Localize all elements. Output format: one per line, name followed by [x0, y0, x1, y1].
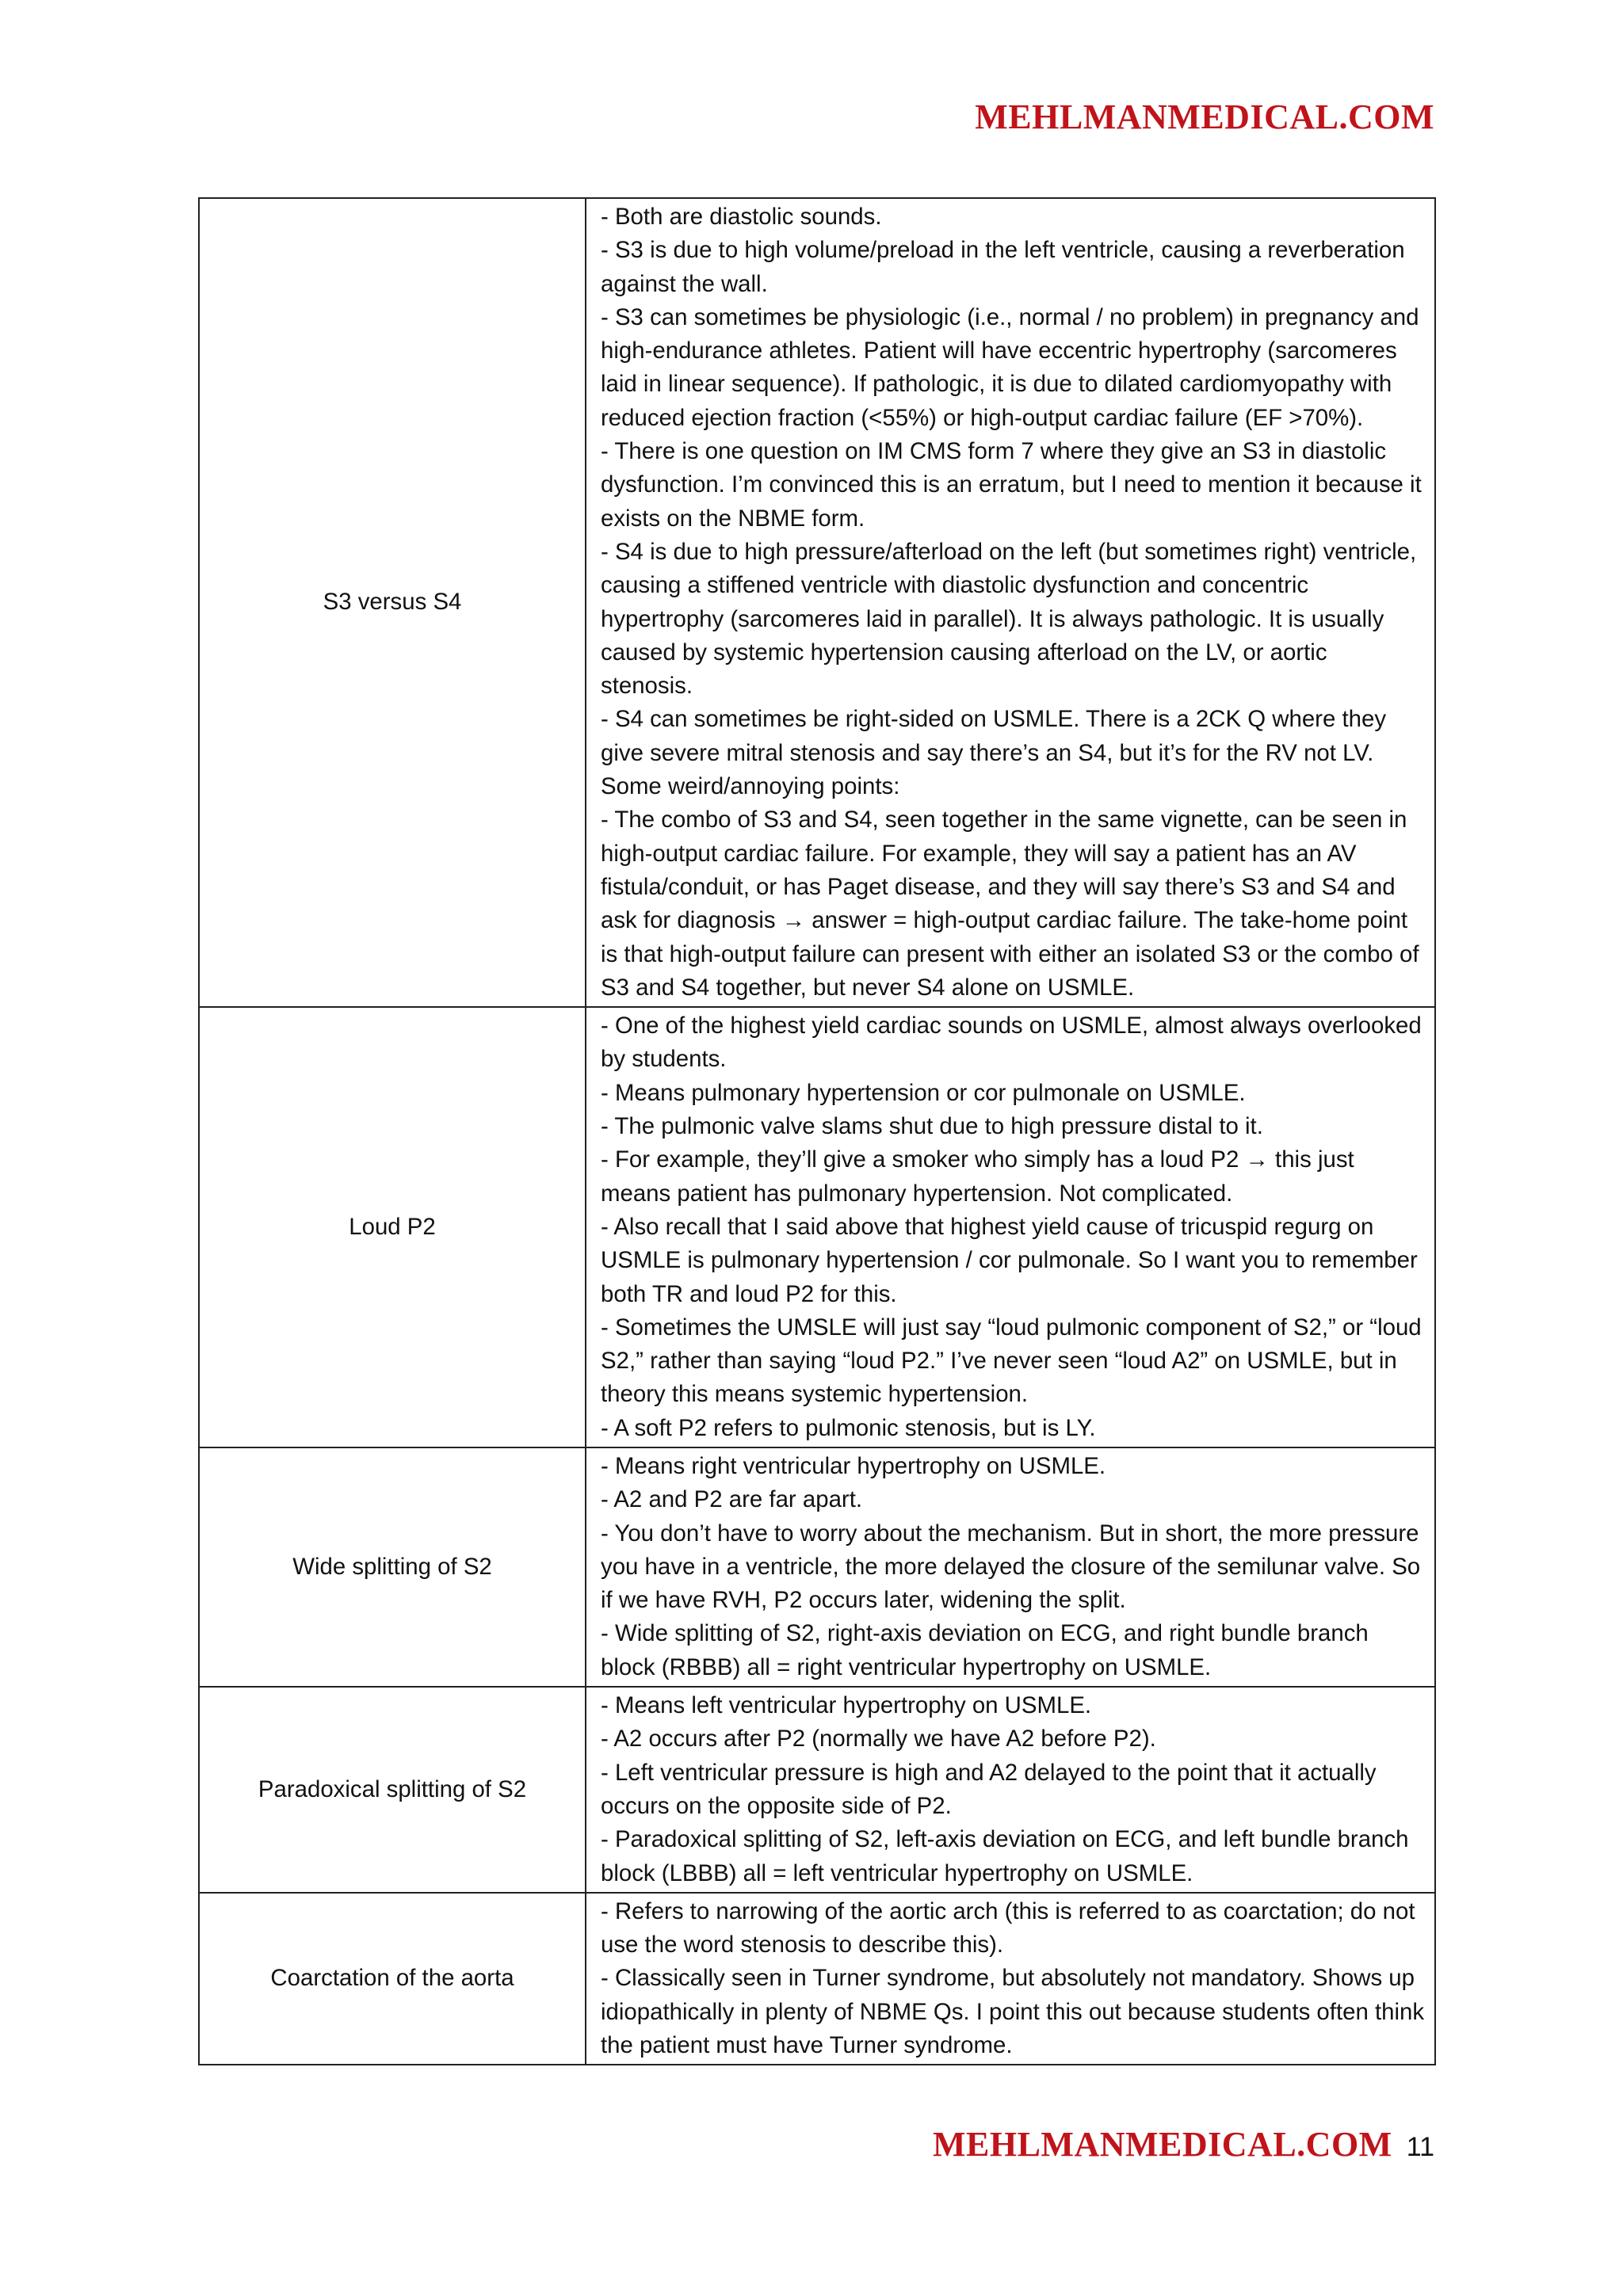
- notes-cell: [586, 198, 1435, 1007]
- note-line: - S3 can sometimes be physiologic (i.e., normal / no problem) in pregnancy and high-endurance athletes. Patient will have eccentric hypertrophy (sarcomeres laid in linear sequence). If pathologic, it is due to dilated cardiomyopathy with reduced ejection fraction (<55%) or high-output cardiac failure (EF >70%).: [601, 303, 1426, 431]
- topic-cell: Coarctation of the aorta: [199, 1893, 586, 2065]
- note-line: - Means pulmonary hypertension or cor pulmonale on USMLE.: [601, 1079, 1246, 1106]
- notes-cell: [586, 1447, 1435, 1687]
- notes-table: [198, 197, 1436, 2065]
- note-line: - A2 occurs after P2 (normally we have A2 before P2).: [601, 1726, 1156, 1753]
- note-line: Some weird/annoying points:: [601, 773, 900, 800]
- footer: [933, 2124, 1434, 2164]
- note-line: - Refers to narrowing of the aortic arch (this is referred to as coarctation; do not use the word stenosis to describe this).: [601, 1897, 1422, 1958]
- note-line: - The pulmonic valve slams shut due to high pressure distal to it.: [601, 1113, 1263, 1140]
- header-brand[interactable]: MEHLMANMEDICAL.COM: [975, 97, 1434, 136]
- note-line: - A soft P2 refers to pulmonic stenosis, but is LY.: [601, 1414, 1096, 1441]
- note-line: - Both are diastolic sounds.: [601, 204, 882, 230]
- note-line: - Left ventricular pressure is high and A2 delayed to the point that it actually occurs on the opposite side of P2.: [601, 1759, 1383, 1819]
- topic-cell: S3 versus S4: [199, 198, 586, 1007]
- table-row: [199, 198, 1435, 1007]
- note-line: - Classically seen in Turner syndrome, but absolutely not mandatory. Shows up idiopathically in plenty of NBME Qs. I point this out because students often think the patient must have Turner syndrome.: [601, 1965, 1431, 2059]
- note-line: - Sometimes the UMSLE will just say “loud pulmonic component of S2,” or “loud S2,” rather than saying “loud P2.” I’ve never seen “loud A2” on USMLE, but in theory this means systemic hypertension.: [601, 1314, 1428, 1408]
- notes-cell: [586, 1687, 1435, 1893]
- page-number: 11: [1406, 2132, 1434, 2162]
- note-line: - S4 is due to high pressure/afterload on the left (but sometimes right) ventricle, causing a stiffened ventricle with diastolic dysfunction and concentric hypertrophy (sarcomeres laid in parallel). It is always pathologic. It is usually caused by systemic hypertension causing afterload on the LV, or aortic stenosis.: [601, 538, 1423, 700]
- note-line: - S3 is due to high volume/preload in the left ventricle, causing a reverberation against the wall.: [601, 237, 1411, 297]
- note-line: - There is one question on IM CMS form 7 where they give an S3 in diastolic dysfunction. I’m convinced this is an erratum, but I need to mention it because it exists on the NBME form.: [601, 438, 1428, 532]
- notes-cell: [586, 1893, 1435, 2065]
- table-row: [199, 1447, 1435, 1687]
- note-line: - One of the highest yield cardiac sounds on USMLE, almost always overlooked by students.: [601, 1013, 1428, 1073]
- note-line: - S4 can sometimes be right-sided on USMLE. There is a 2CK Q where they give severe mitral stenosis and say there’s an S4, but it’s for the RV not LV.: [601, 706, 1393, 766]
- table-row: [199, 1687, 1435, 1893]
- note-line: - For example, they’ll give a smoker who simply has a loud P2 → this just means patient has pulmonary hypertension. Not complicated.: [601, 1146, 1361, 1207]
- footer-brand[interactable]: MEHLMANMEDICAL.COM: [932, 2125, 1392, 2164]
- note-line: - Paradoxical splitting of S2, left-axis deviation on ECG, and left bundle branch block (LBBB) all = left ventricular hypertrophy on USMLE.: [601, 1826, 1415, 1886]
- topic-cell: Paradoxical splitting of S2: [199, 1687, 586, 1893]
- topic-cell: Wide splitting of S2: [199, 1447, 586, 1687]
- note-line: - A2 and P2 are far apart.: [601, 1486, 863, 1513]
- note-line: - Means right ventricular hypertrophy on USMLE.: [601, 1452, 1106, 1479]
- notes-cell: [586, 1007, 1435, 1447]
- note-line: - Also recall that I said above that highest yield cause of tricuspid regurg on USMLE is pulmonary hypertension / cor pulmonale. So I want you to remember both TR and loud P2 for this.: [601, 1213, 1424, 1307]
- note-line: - The combo of S3 and S4, seen together in the same vignette, can be seen in high-output cardiac failure. For example, they will say a patient has an AV fistula/conduit, or has Paget disease, and they will say there’s S3 and S4 and ask for diagnosis → answer = high-output cardiac failure. The take-home point is that high-output failure can present with either an isolated S3 or the combo of S3 and S4 together, but never S4 alone on USMLE.: [601, 807, 1426, 1001]
- note-line: - Means left ventricular hypertrophy on USMLE.: [601, 1692, 1092, 1719]
- topic-cell: Loud P2: [199, 1007, 586, 1447]
- note-line: - You don’t have to worry about the mechanism. But in short, the more pressure you have in a ventricle, the more delayed the closure of the semilunar valve. So if we have RVH, P2 occurs later, widening the split.: [601, 1520, 1427, 1614]
- note-line: - Wide splitting of S2, right-axis deviation on ECG, and right bundle branch block (RBBB) all = right ventricular hypertrophy on USMLE.: [601, 1620, 1375, 1680]
- table-row: [199, 1007, 1435, 1447]
- table-row: [199, 1893, 1435, 2065]
